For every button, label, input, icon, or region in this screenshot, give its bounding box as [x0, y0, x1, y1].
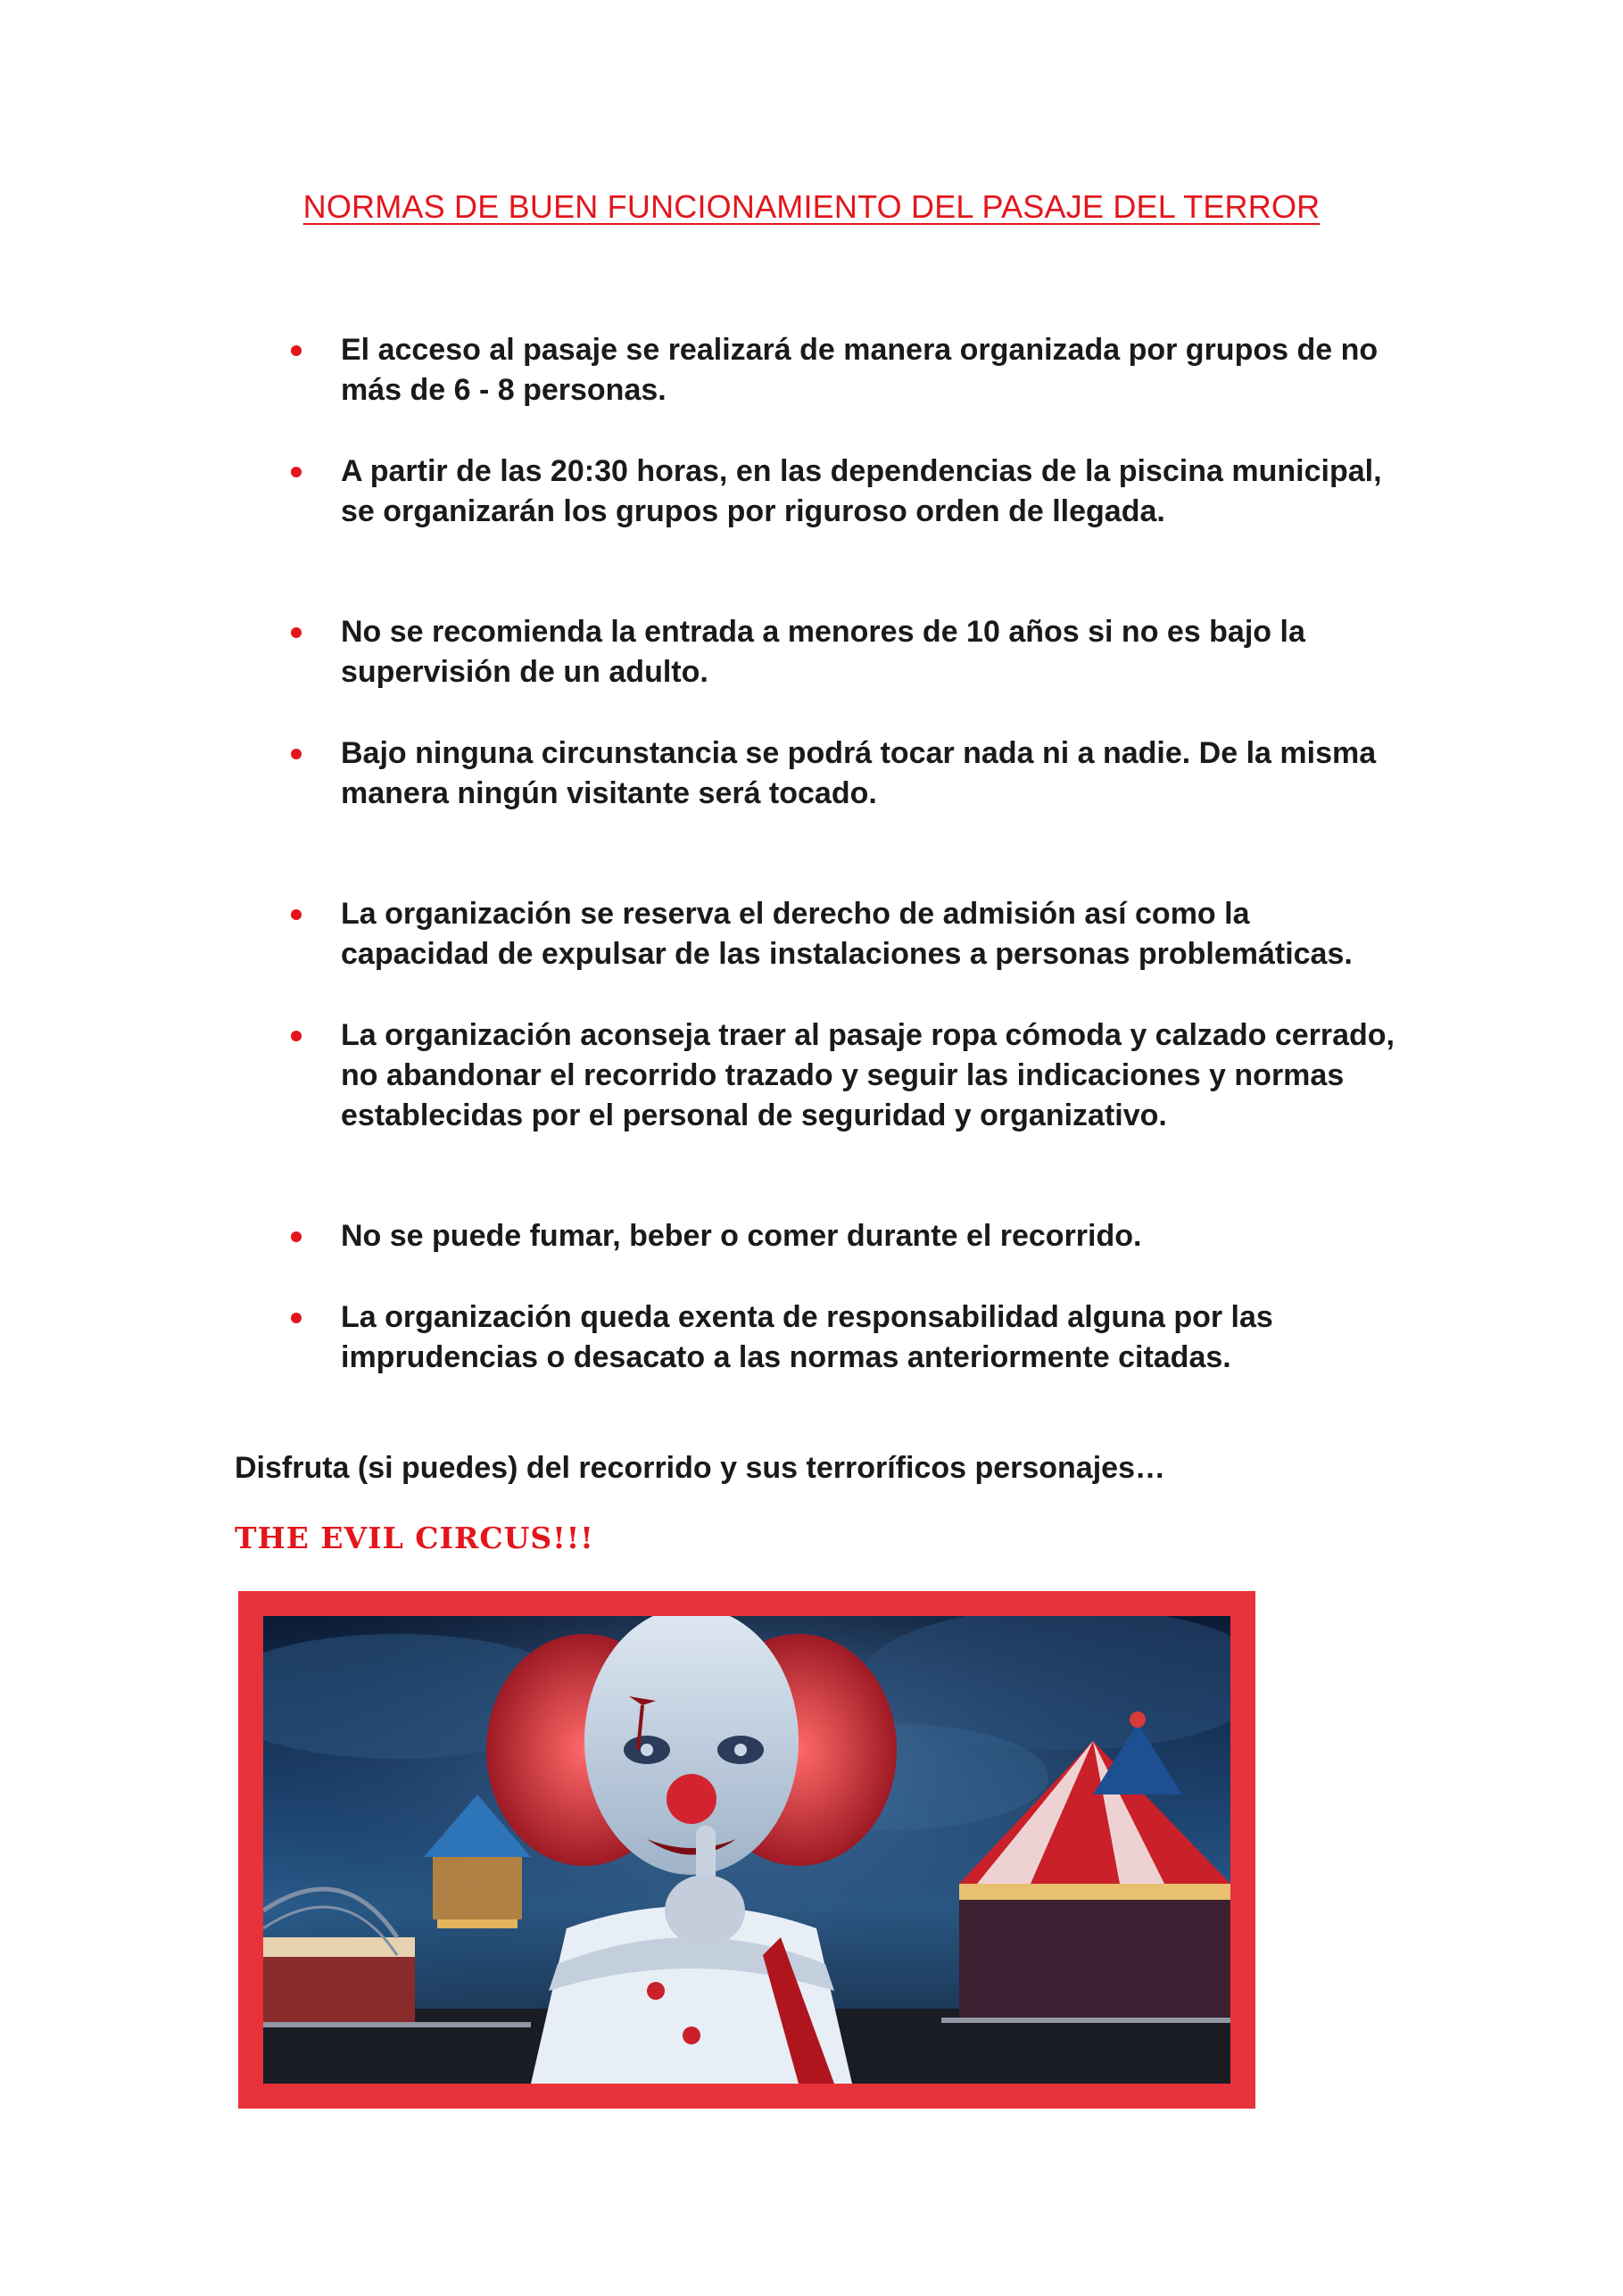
rule-text: La organización aconseja traer al pasaje ropa cómoda y calzado cerrado, no abandonar el recorrido trazado y seguir las indicaciones y normas establecidas por el personal de seguridad y organizativo. [341, 1018, 1395, 1132]
poster-frame [238, 1591, 1255, 2109]
rule-text: No se recomienda la entrada a menores de 10 años si no es bajo la supervisión de un adulto. [341, 615, 1305, 689]
rules-list [286, 330, 1410, 1378]
bullet-icon [291, 909, 302, 920]
rule-text: No se puede fumar, beber o comer durante el recorrido. [341, 1219, 1142, 1253]
rule-item [286, 1015, 1410, 1136]
rule-text: Bajo ninguna circunstancia se podrá tocar nada ni a nadie. De la misma manera ningún visitante será tocado. [341, 736, 1377, 810]
bullet-icon [291, 749, 302, 759]
rule-text: La organización se reserva el derecho de admisión así como la capacidad de expulsar de las instalaciones a personas problemáticas. [341, 897, 1353, 971]
rule-text: La organización queda exenta de responsabilidad alguna por las imprudencias o desacato a las normas anteriormente citadas. [341, 1300, 1273, 1374]
bullet-icon [291, 627, 302, 638]
bullet-icon [291, 1313, 302, 1323]
rule-item [286, 330, 1410, 410]
bullet-icon [291, 467, 302, 477]
rule-item [286, 1216, 1410, 1256]
rule-item [286, 734, 1410, 814]
event-name: THE EVIL CIRCUS!!! [235, 1521, 594, 1555]
rule-item [286, 1297, 1410, 1378]
bullet-icon [291, 1031, 302, 1041]
evil-clown-illustration [263, 1616, 1230, 2084]
circus-scene-icon [263, 1616, 1230, 2084]
page-title: NORMAS DE BUEN FUNCIONAMIENTO DEL PASAJE DEL TERROR [302, 188, 1321, 225]
rule-item [286, 894, 1410, 974]
bullet-icon [291, 1231, 302, 1242]
closing-text: Disfruta (si puedes) del recorrido y sus terroríficos personajes… [235, 1451, 1165, 1485]
rule-item [286, 452, 1410, 532]
rule-text: A partir de las 20:30 horas, en las dependencias de la piscina municipal, se organizarán los grupos por riguroso orden de llegada. [341, 454, 1382, 528]
rule-text: El acceso al pasaje se realizará de manera organizada por grupos de no más de 6 - 8 personas. [341, 333, 1379, 407]
rule-item [286, 612, 1410, 692]
bullet-icon [291, 345, 302, 356]
